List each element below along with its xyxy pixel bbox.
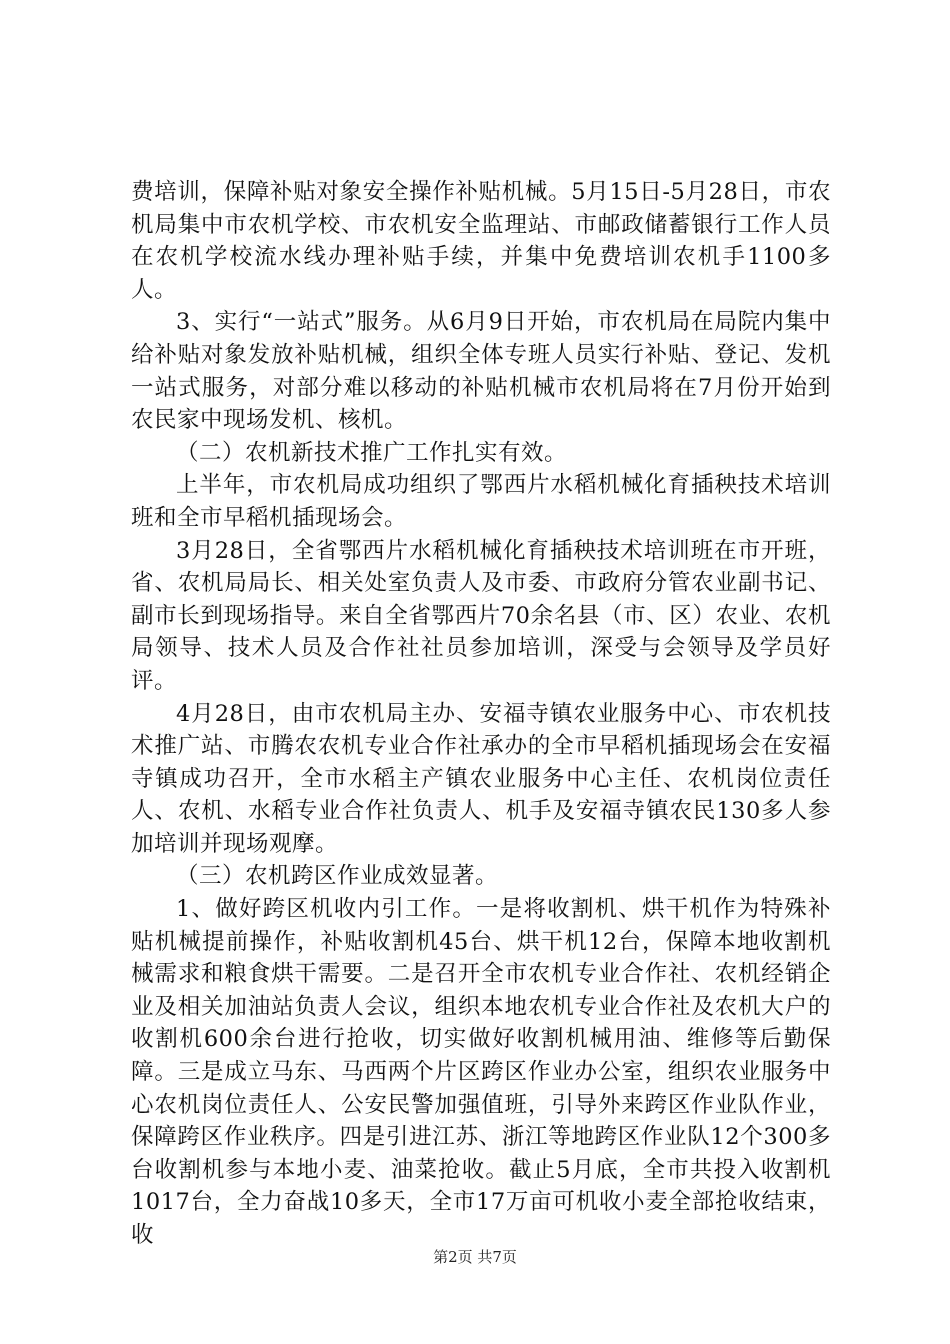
paragraph-april-28: 4月28日，由市农机局主办、安福寺镇农业服务中心、市农机技术推广站、市腾农农机专业合作社承办的全市早稻机插现场会在安福寺镇成功召开，全市水稻主产镇农业服务中心主任、农机岗位责任人、农机、水稻专业合作社负责人、机手及安福寺镇农民130多人参加培训并现场观摩。 — [131, 700, 831, 857]
document-body — [131, 176, 831, 1252]
paragraph-march-28: 3月28日，全省鄂西片水稻机械化育插秧技术培训班在市开班，省、农机局局长、相关处室负责人及市委、市政府分管农业副书记、副市长到现场指导。来自全省鄂西片70余名县（市、区）农业、农机局领导、技术人员及合作社社员参加培训，深受与会领导及学员好评。 — [131, 537, 831, 694]
paragraph-training-continued: 费培训，保障补贴对象安全操作补贴机械。5月15日-5月28日，市农机局集中市农机学校、市农机安全监理站、市邮政储蓄银行工作人员在农机学校流水线办理补贴手续，并集中免费培训农机手1100多人。 — [131, 179, 831, 303]
paragraph-one-stop-service: 3、实行“一站式”服务。从6月9日开始，市农机局在局院内集中给补贴对象发放补贴机械，组织全体专班人员实行补贴、登记、发机一站式服务，对部分难以移动的补贴机械市农机局将在7月份开始到农民家中现场发机、核机。 — [131, 309, 831, 434]
section-heading-cross-region: （三）农机跨区作业成效显著。 — [176, 863, 499, 890]
paragraph-first-half-year: 上半年，市农机局成功组织了鄂西片水稻机械化育插秧技术培训班和全市早稻机插现场会。 — [131, 472, 831, 531]
section-heading-new-tech: （二）农机新技术推广工作扎实有效。 — [176, 439, 568, 466]
paragraph-cross-region-harvest: 1、做好跨区机收内引工作。一是将收割机、烘干机作为特殊补贴机械提前操作，补贴收割机45台、烘干机12台，保障本地收割机械需求和粮食烘干需要。二是召开全市农机专业合作社、农机经销企业及相关加油站负责人会议，组织本地农机专业合作社及农机大户的收割机600余台进行抢收，切实做好收割机械用油、维修等后勤保障。三是成立马东、马西两个片区跨区作业办公室，组织农业服务中心农机岗位责任人、公安民警加强值班，引导外来跨区作业队作业，保障跨区作业秩序。四是引进江苏、浙江等地跨区作业队12个300多台收割机参与本地小麦、油菜抢收。截止5月底，全市共投入收割机1017台，全力奋战10多天，全市17万亩可机收小麦全部抢收结束，收 — [131, 896, 831, 1248]
page-footer: 第2页 共7页 — [433, 1248, 517, 1266]
